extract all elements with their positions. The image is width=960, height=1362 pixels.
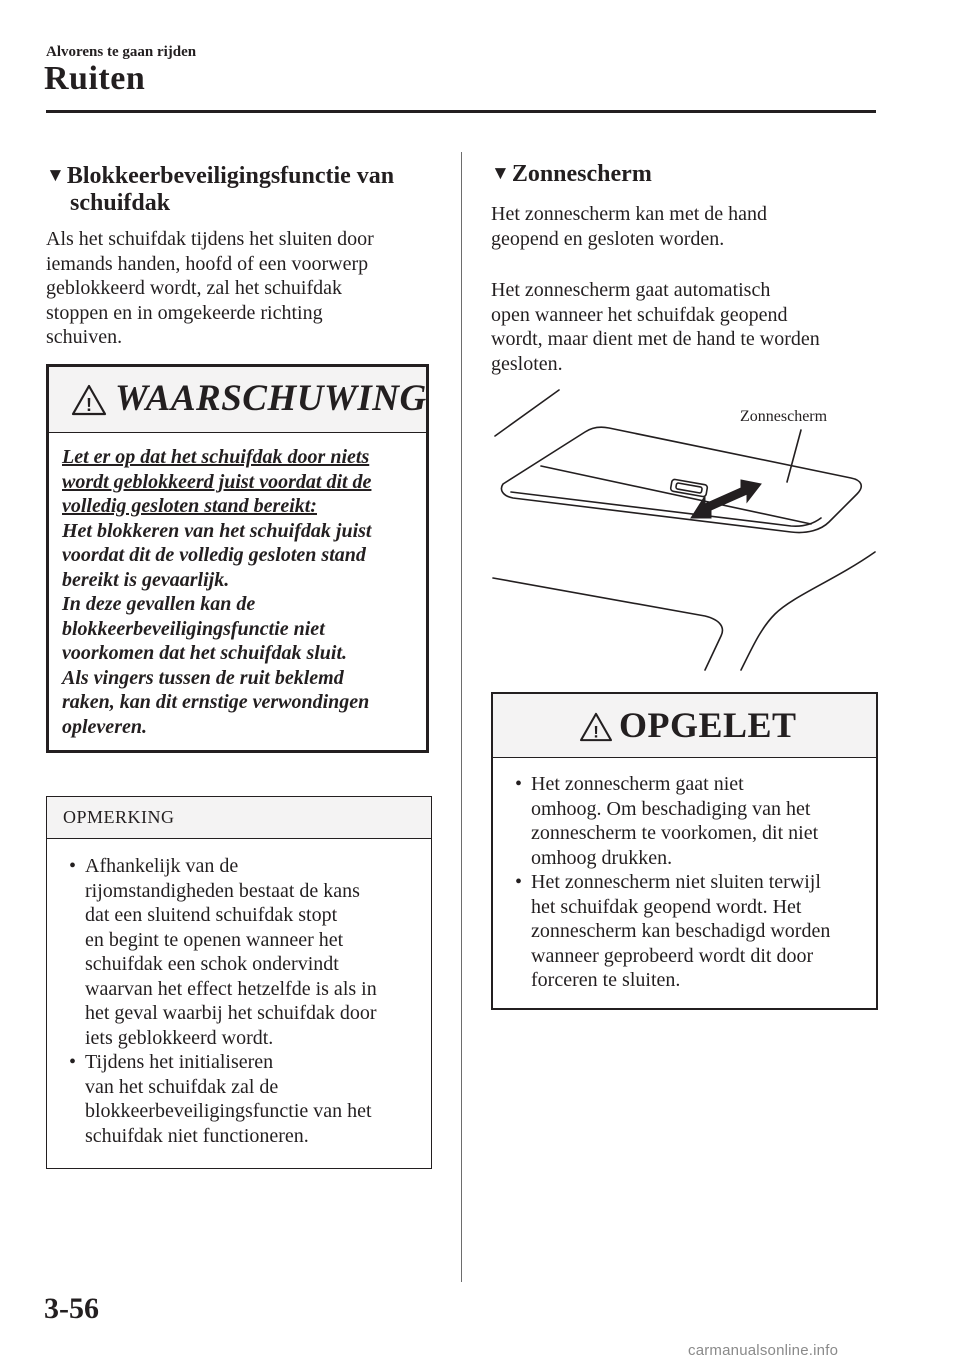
warning-text (62, 445, 424, 739)
text-line: en begint te openen wanneer het (85, 928, 344, 951)
text-line: wordt, maar dient met de hand te worden (491, 328, 820, 350)
column-divider (461, 152, 462, 1282)
section-title-line: Blokkeerbeveiligingsfunctie van (66, 163, 395, 189)
text-line: forceren te sluiten. (531, 969, 681, 991)
list-item (507, 772, 875, 870)
warning-triangle-icon (71, 384, 107, 416)
header-rule (46, 110, 876, 113)
warning-emphasis-line: volledig gesloten stand bereikt: (62, 495, 317, 517)
text-line: omhoog drukken. (531, 846, 673, 869)
text-line: rijomstandigheden bestaat de kans (85, 879, 360, 902)
section-title-line: schuifdak (70, 190, 171, 216)
watermark: carmanualsonline.info (688, 1342, 839, 1359)
warning-line: opleveren. (62, 715, 147, 738)
text-line: waarvan het effect hetzelfde is als in (85, 977, 377, 1000)
text-line: iets geblokkeerd wordt. (85, 1026, 274, 1049)
text-line: schuifdak niet functioneren. (85, 1124, 309, 1147)
warning-line: voorkomen dat het schuifdak sluit. (62, 642, 348, 664)
text-line: schuifdak een schok ondervindt (85, 953, 339, 975)
left-intro-paragraph (46, 227, 426, 350)
page-number: 3-56 (44, 1292, 99, 1325)
section-title-line: Zonnescherm (511, 161, 652, 187)
text-line: schuiven. (46, 326, 123, 348)
warning-line: Het blokkeren van het schuifdak juist (62, 519, 372, 542)
figure-label-sunshade: Zonnescherm (740, 408, 828, 425)
text-line: gesloten. (491, 352, 563, 375)
text-line: Als het schuifdak tijdens het sluiten door (46, 228, 374, 250)
text-line: blokkeerbeveiligingsfunctie van het (85, 1100, 372, 1122)
text-line: wanneer geprobeerd wordt dit door (531, 944, 814, 967)
text-line: omhoog. Om beschadiging van het (531, 797, 811, 820)
warning-line: Als vingers tussen de ruit beklemd (62, 666, 344, 689)
warning-line: voordat dit de volledig gesloten stand (62, 544, 366, 566)
list-item (507, 870, 875, 993)
caution-header (493, 694, 876, 758)
text-line: Tijdens het initialiseren (85, 1051, 274, 1073)
sunshade-illustration (491, 384, 881, 676)
text-line: van het schuifdak zal de (85, 1075, 279, 1098)
note-title: OPMERKING (63, 807, 175, 827)
caution-list (507, 772, 875, 993)
list-item (61, 1050, 423, 1148)
text-line: Het zonnescherm gaat niet (531, 773, 744, 795)
warning-emphasis-line: wordt geblokkeerd juist voordat dit de (62, 470, 372, 493)
chapter-heading: Alvorens te gaan rijden (46, 44, 197, 60)
text-line: stoppen en in omgekeerde richting (46, 301, 323, 324)
note-list (61, 854, 423, 1148)
text-line: Het zonnescherm niet sluiten terwijl (531, 871, 821, 893)
note-box (46, 796, 432, 1169)
text-line: dat een sluitend schuifdak stopt (85, 904, 338, 926)
text-line: zonnescherm kan beschadigd worden (531, 920, 831, 942)
warning-emphasis-line: Let er op dat het schuifdak door niets (62, 446, 370, 468)
bullet-icon: • (69, 855, 77, 877)
warning-line: blokkeerbeveiligingsfunctie niet (62, 617, 325, 640)
warning-line: bereikt is gevaarlijk. (62, 568, 230, 591)
text-line: Het zonnescherm gaat automatisch (491, 279, 771, 301)
text-line: Het zonnescherm kan met de hand (491, 203, 768, 225)
text-line: geblokkeerd wordt, zal het schuifdak (46, 277, 343, 299)
warning-title: WAARSCHUWING (115, 378, 427, 419)
warning-box (46, 364, 429, 753)
caution-box (491, 692, 878, 1010)
text-line: open wanneer het schuifdak geopend (491, 303, 788, 326)
warning-line: In deze gevallen kan de (62, 593, 256, 615)
text-line: Afhankelijk van de (85, 855, 239, 877)
svg-text:!: ! (593, 722, 599, 742)
triangle-marker-icon: ▼ (46, 165, 65, 186)
warning-line: raken, kan dit ernstige verwondingen (62, 691, 370, 713)
page-title: Ruiten (44, 60, 146, 97)
warning-triangle-icon (579, 712, 613, 742)
bullet-icon: • (515, 871, 523, 893)
bullet-icon: • (69, 1051, 77, 1073)
note-header (47, 797, 431, 839)
bullet-icon: • (515, 773, 523, 795)
caution-title: OPGELET (619, 705, 797, 745)
text-line: geopend en gesloten worden. (491, 227, 725, 250)
warning-header (49, 367, 426, 433)
svg-text:!: ! (86, 395, 92, 415)
section-heading-blocking (46, 162, 426, 217)
text-line: zonnescherm te voorkomen, dit niet (531, 822, 819, 844)
text-line: iemands handen, hoofd of een voorwerp (46, 252, 369, 275)
section-heading-sunshade (491, 160, 871, 188)
text-line: het schuifdak geopend wordt. Het (531, 895, 802, 918)
sunshade-paragraph-1 (491, 202, 871, 251)
text-line: het geval waarbij het schuifdak door (85, 1002, 377, 1024)
sunshade-paragraph-2 (491, 278, 871, 376)
list-item (61, 854, 423, 1050)
triangle-marker-icon: ▼ (491, 163, 510, 184)
